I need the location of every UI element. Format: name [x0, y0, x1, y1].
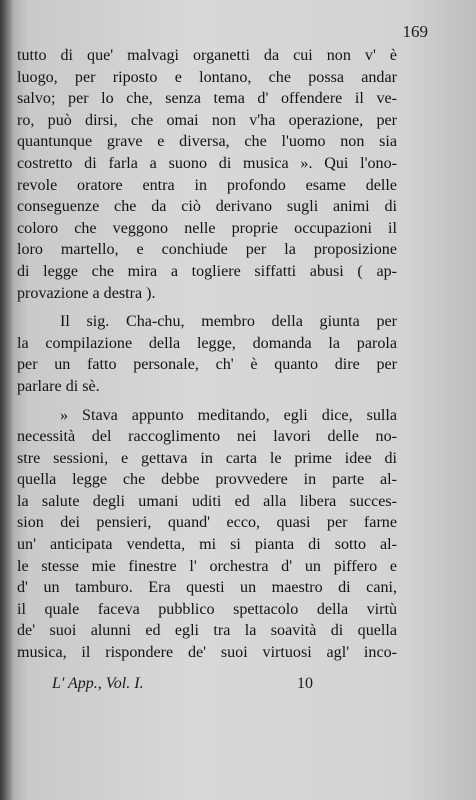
page-footer: [52, 675, 382, 693]
text-line: salvo; per lo che, senza tema d' offendere il ve-: [17, 90, 397, 108]
text-line: parlare di sè.: [17, 377, 100, 395]
text-line: musica, il rispondere de' suoi virtuosi agl' inco-: [17, 644, 397, 662]
signature-number: 10: [297, 675, 313, 692]
text-line: conseguenze che da ciò derivano sugli animi di: [17, 198, 397, 216]
text-line: Il sig. Cha-chu, membro della giunta per: [60, 313, 397, 331]
text-line: la salute degli umani uditi ed alla libera succes-: [17, 492, 397, 510]
text-line: costretto di farla a suono di musica ». Qui l'ono-: [17, 154, 397, 172]
text-line: ro, può dirsi, che omai non v'ha operazione, per: [17, 111, 397, 129]
text-line: la compilazione della legge, domanda la parola: [17, 334, 397, 352]
text-line: de' suoi alunni ed egli tra la soavità di quella: [17, 622, 397, 640]
text-line: d' un tamburo. Era questi un maestro di cani,: [17, 579, 397, 597]
text-line: loro martello, e conchiude per la proposizione: [17, 241, 397, 259]
signature-mark: L' App., Vol. I.: [52, 675, 144, 692]
text-line: luogo, per riposto e lontano, che possa andar: [17, 68, 397, 86]
body-text: [17, 45, 397, 664]
text-line: per un fatto personale, ch' è quanto dire per: [17, 356, 397, 374]
gutter-shadow: [0, 0, 14, 800]
text-line: revole oratore entra in profondo esame delle: [17, 176, 397, 194]
text-line: necessità del raccoglimento nei lavori delle no-: [17, 428, 397, 446]
text-line: di legge che mira a togliere siffatti abusi ( ap-: [17, 262, 397, 280]
page-number: 169: [402, 22, 428, 41]
text-line: quella legge che debbe provvedere in parte al-: [17, 471, 397, 489]
text-line: un' anticipata vendetta, mi si pianta di sotto al-: [17, 536, 397, 554]
text-line: » Stava appunto meditando, egli dice, sulla: [60, 406, 397, 424]
text-line: tutto di que' malvagi organetti da cui non v' è: [17, 47, 397, 64]
text-line: quantunque grave e diversa, che l'uomo non sia: [17, 133, 397, 151]
text-line: il quale faceva pubblico spettacolo della virtù: [17, 600, 397, 618]
text-line: provazione a destra ).: [17, 284, 156, 302]
text-line: le stesse mie finestre l' orchestra d' un piffero e: [17, 557, 397, 575]
text-line: stre sessioni, e gettava in carta le prime idee di: [17, 449, 397, 467]
text-line: coloro che veggono nelle proprie occupazioni il: [17, 219, 397, 237]
text-line: sion dei pensieri, quand' ecco, quasi per farne: [17, 514, 397, 532]
